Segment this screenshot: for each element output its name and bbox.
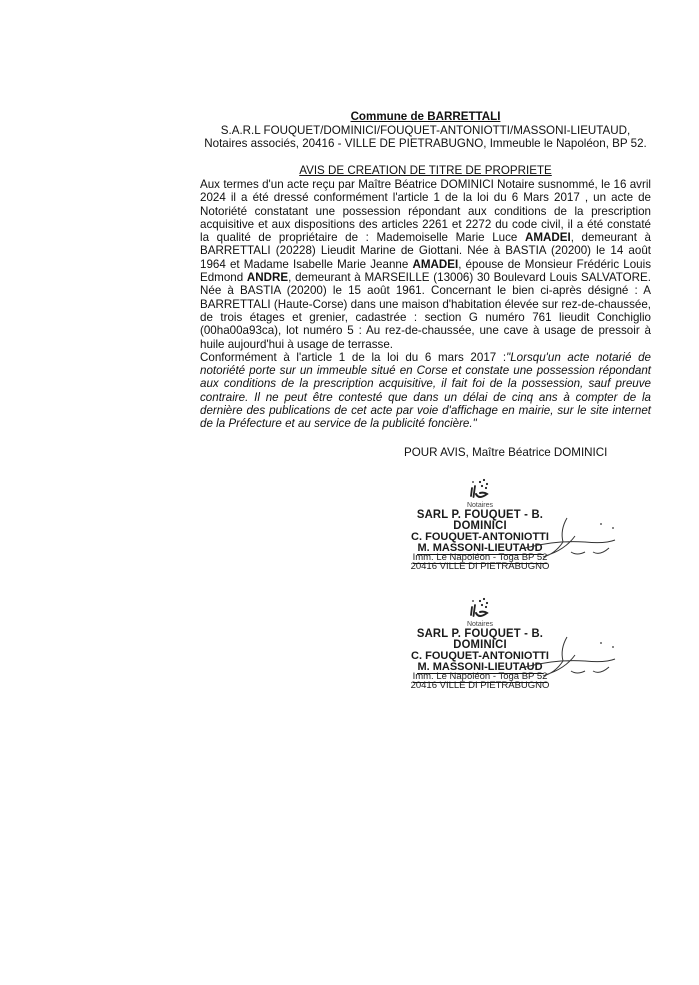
notary-address-line: Notaires associés, 20416 - VILLE DE PIETRABUGNO, Immeuble le Napoléon, BP 52. [204,137,647,151]
notice-title: AVIS DE CREATION DE TITRE DE PROPRIETE [299,164,552,177]
stamp-city: 20416 VILLE DI PIETRABUGNO [410,680,550,691]
logo-label: Notaires [466,621,494,628]
document-title [200,110,651,123]
law-reference: Conformément à l'article 1 de la loi du 6 mars 2017 : [200,350,507,364]
commune-title: Commune de BARRETTALI [350,110,501,123]
stamp-city: 20416 VILLE DI PIETRABUGNO [410,561,550,572]
stamp-partner: C. FOUQUET-ANTONIOTTI [411,531,549,543]
law-quote: "Lorsqu'un acte notarié de notoriété porte sur un immeuble situé en Corse et constate une possession répondant aux conditions de la prescription acquisitive, il fait foi de la possession, sauf preuve contraire. Il ne peut être contesté que dans un délai de cinq ans à compter de la dernière des publications de cet acte par voie d'affichage en mairie, sur le site internet de la Préfecture et au service de la publicité foncière." [200,350,651,431]
deed-text: , épouse de Monsieur Frédéric Louis Edmond [200,257,651,285]
handwritten-signature-icon [505,631,625,681]
owner-name-1: AMADEI [524,231,571,245]
notaires-logo-icon [467,595,493,621]
spouse-name: ANDRE [246,271,289,285]
stamp-address-text: Imm. Le Napoléon - Toga BP 52 [412,671,548,682]
paragraph-law [200,351,651,431]
stamp-partner-name: M. MASSONI-LIEUTAUD [417,541,543,554]
signature-line: POUR AVIS, Maître Béatrice DOMINICI [404,446,608,459]
notary-firm-line: S.A.R.L FOUQUET/DOMINICI/FOUQUET-ANTONIOTTI/MASSONI-LIEUTAUD, [220,124,631,137]
stamp-address-text: Imm. Le Napoléon - Toga BP 52 [412,552,548,563]
stamp-firm: SARL P. FOUQUET - B. DOMINICI [416,509,544,532]
notice-body [200,178,651,431]
deed-text: , demeurant à MARSEILLE (13006) 30 Boulevard Louis SALVATORE. Née à BASTIA (20200) le 15 août 1961. Concernant le bien ci-après désigné : A BARRETTALI (Haute-Corse) dans une maison d'habitation élevée sur rez-de-chaussée, de trois étages et grenier, cadastrée : section G numéro 761 lieudit Conchiglio (00ha00a93ca), lot numéro 5 : Au rez-de-chaussée, une cave à usage de pressoir à huile aujourd'hui à usage de terrasse. [200,271,651,351]
stamp-partner: C. FOUQUET-ANTONIOTTI [411,650,549,662]
paragraph-deed [200,178,651,351]
notary-header [200,124,651,151]
handwritten-signature-icon [505,512,625,562]
stamp-partner-name: M. MASSONI-LIEUTAUD [417,660,543,673]
owner-name-2: AMADEI [412,257,459,271]
notaires-logo-icon [467,476,493,502]
logo-label: Notaires [466,502,494,509]
stamp-firm: SARL P. FOUQUET - B. DOMINICI [416,628,544,651]
deed-text: Aux termes d'un acte reçu par Maître Béatrice DOMINICI Notaire susnommé, le 16 avril 2024 il a été dressé conformément l'article 1 de la loi du 6 Mars 2017 , un acte de Notoriété constatant une possession répondant aux conditions de la prescription acquisitive et aux dispositions des articles 2261 et 2272 du code civil, il a été constaté la qualité de propriétaire de : Mademoiselle Marie Luce [200,178,651,245]
notice-heading [200,164,651,177]
deed-text: , demeurant à BARRETTALI (20228) Lieudit Marine de Giottani. Née à BASTIA (20200) le 14 août 1964 et Madame Isabelle Marie Jeanne [200,231,651,271]
